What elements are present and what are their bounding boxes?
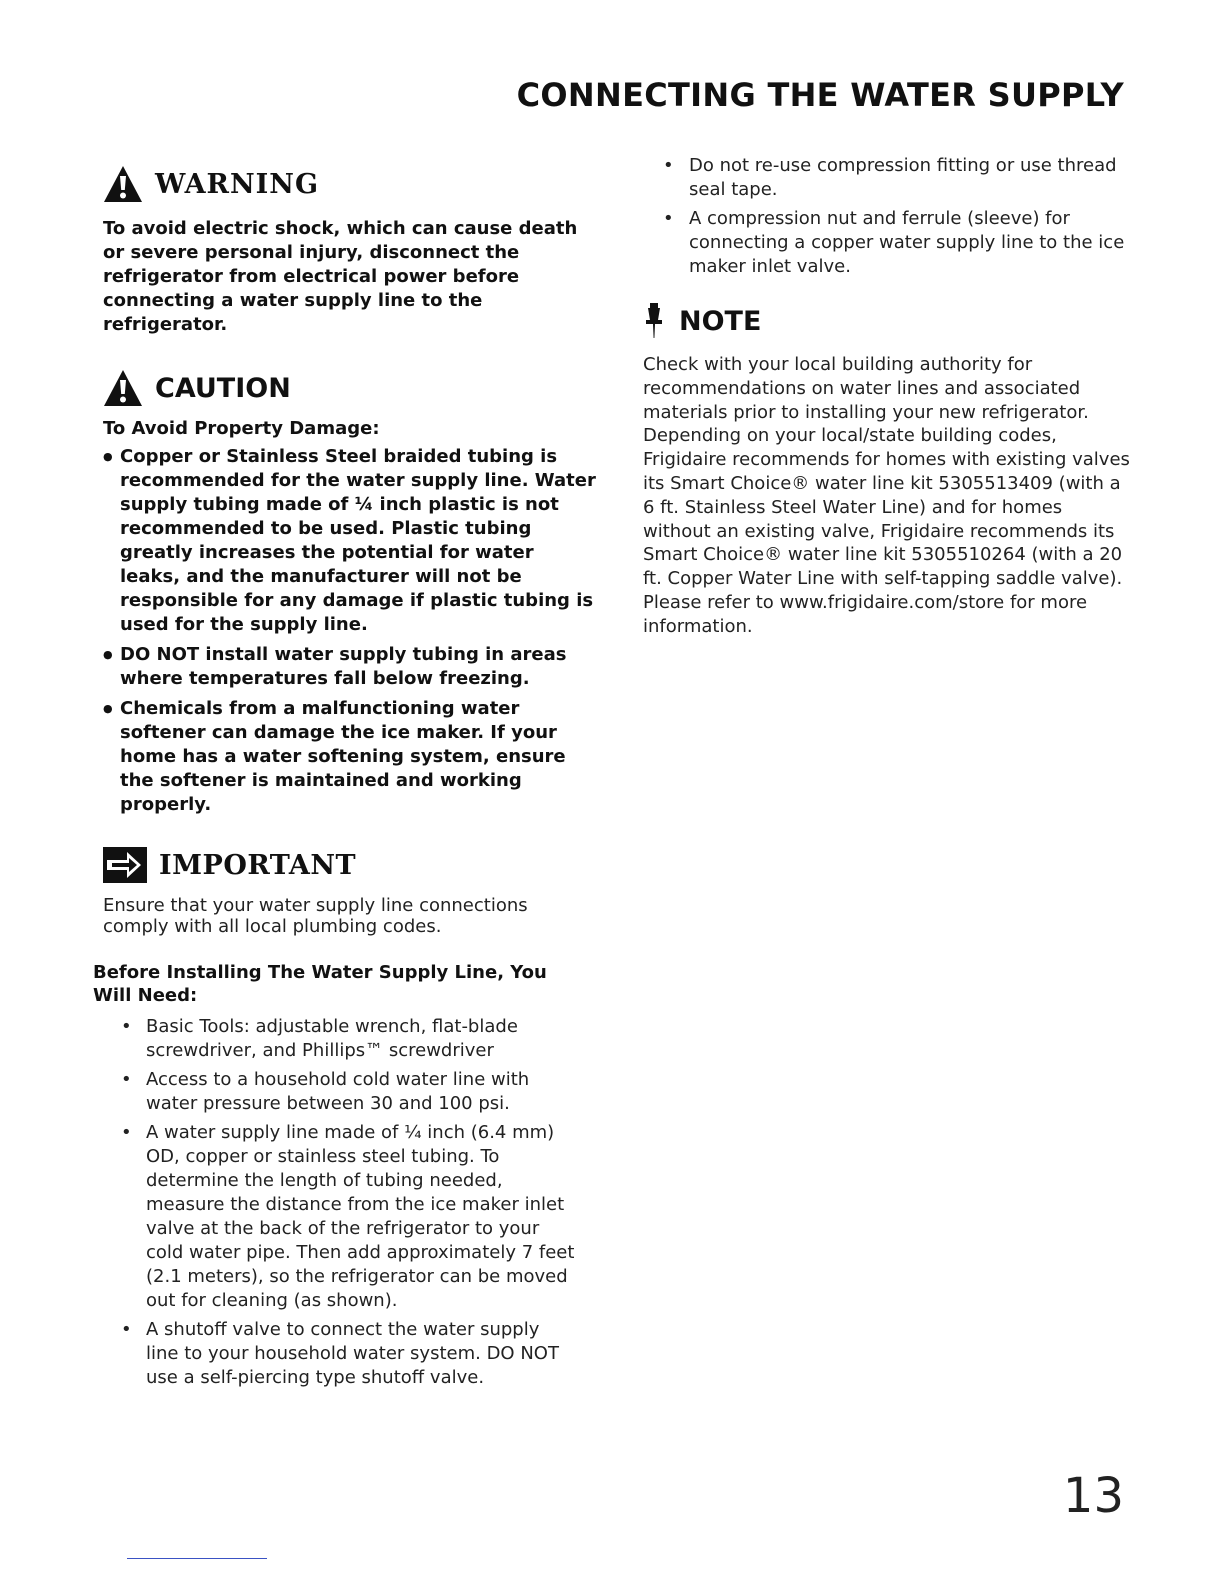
list-item: • Access to a household cold water line with water pressure between 30 and 100 psi. xyxy=(103,1068,576,1116)
list-item: • Do not re-use compression fitting or use thread seal tape. xyxy=(643,154,1135,202)
warning-text: To avoid electric shock, which can cause death or severe personal injury, disconnect the refrigerator from electrical power before connecting a water supply line to the refrigerator. xyxy=(103,218,578,335)
important-title: IMPORTANT xyxy=(159,849,357,881)
important-heading xyxy=(103,847,603,883)
note-title: NOTE xyxy=(679,305,762,337)
needs-list xyxy=(103,1015,603,1390)
caution-subheading: To Avoid Property Damage: xyxy=(103,418,380,439)
right-column xyxy=(643,154,1143,639)
list-item: • Basic Tools: adjustable wrench, flat-blade screwdriver, and Phillips™ screwdriver xyxy=(103,1015,576,1063)
left-column xyxy=(93,165,603,1395)
important-text: Ensure that your water supply line connections comply with all local plumbing codes. xyxy=(103,895,528,937)
needs-continued-list xyxy=(643,154,1143,279)
list-item: ● Copper or Stainless Steel braided tubing is recommended for the water supply line. Water supply tubing made of ¼ inch plastic is not recommended to be used. Plastic tubing greatly increases the potential for water leaks, and the manufacturer will not be responsible for any damage if plastic tubing is used for the supply line. xyxy=(103,445,598,637)
note-text: Check with your local building authority for recommendations on water lines and associated materials prior to installing your new refrigerator. Depending on your local/state building codes, Frigidaire recommends for homes with existing valves its Smart Choice® water line kit 5305513409 (with a 6 ft. Stainless Steel Water Line) and for homes without an existing valve, Frigidaire recommends its Smart Choice® water line kit 5305510264 (with a 20 ft. Copper Water Line with self-tapping saddle valve). Please refer to www.frigidaire.com/store for more information. xyxy=(643,354,1130,637)
needs-heading: Before Installing The Water Supply Line, You Will Need: xyxy=(93,962,547,1006)
footer-divider xyxy=(127,1558,267,1559)
list-item: • A water supply line made of ¼ inch (6.4 mm) OD, copper or stainless steel tubing. To determine the length of tubing needed, measure the distance from the ice maker inlet valve at the back of the refrigerator to your cold water pipe. Then add approximately 7 feet (2.1 meters), so the refrigerator can be moved out for cleaning (as shown). xyxy=(103,1121,576,1313)
warning-triangle-icon xyxy=(103,165,143,203)
page-number: 13 xyxy=(1062,1468,1124,1524)
note-heading xyxy=(643,301,1143,341)
arrow-box-icon xyxy=(103,847,147,883)
list-item: ● DO NOT install water supply tubing in areas where temperatures fall below freezing. xyxy=(103,643,598,691)
caution-heading xyxy=(103,369,603,407)
list-item: • A shutoff valve to connect the water supply line to your household water system. DO NOT use a self-piercing type shutoff valve. xyxy=(103,1318,576,1390)
list-item: • A compression nut and ferrule (sleeve) for connecting a copper water supply line to the ice maker inlet valve. xyxy=(643,207,1135,279)
caution-title: CAUTION xyxy=(155,372,291,404)
pushpin-icon xyxy=(643,301,667,341)
warning-heading xyxy=(103,165,603,203)
page-title: CONNECTING THE WATER SUPPLY xyxy=(516,76,1124,114)
list-item: ● Chemicals from a malfunctioning water softener can damage the ice maker. If your home has a water softening system, ensure the softener is maintained and working properly. xyxy=(103,697,598,817)
warning-triangle-icon xyxy=(103,369,143,407)
warning-title: WARNING xyxy=(155,168,320,200)
caution-list xyxy=(103,445,603,817)
